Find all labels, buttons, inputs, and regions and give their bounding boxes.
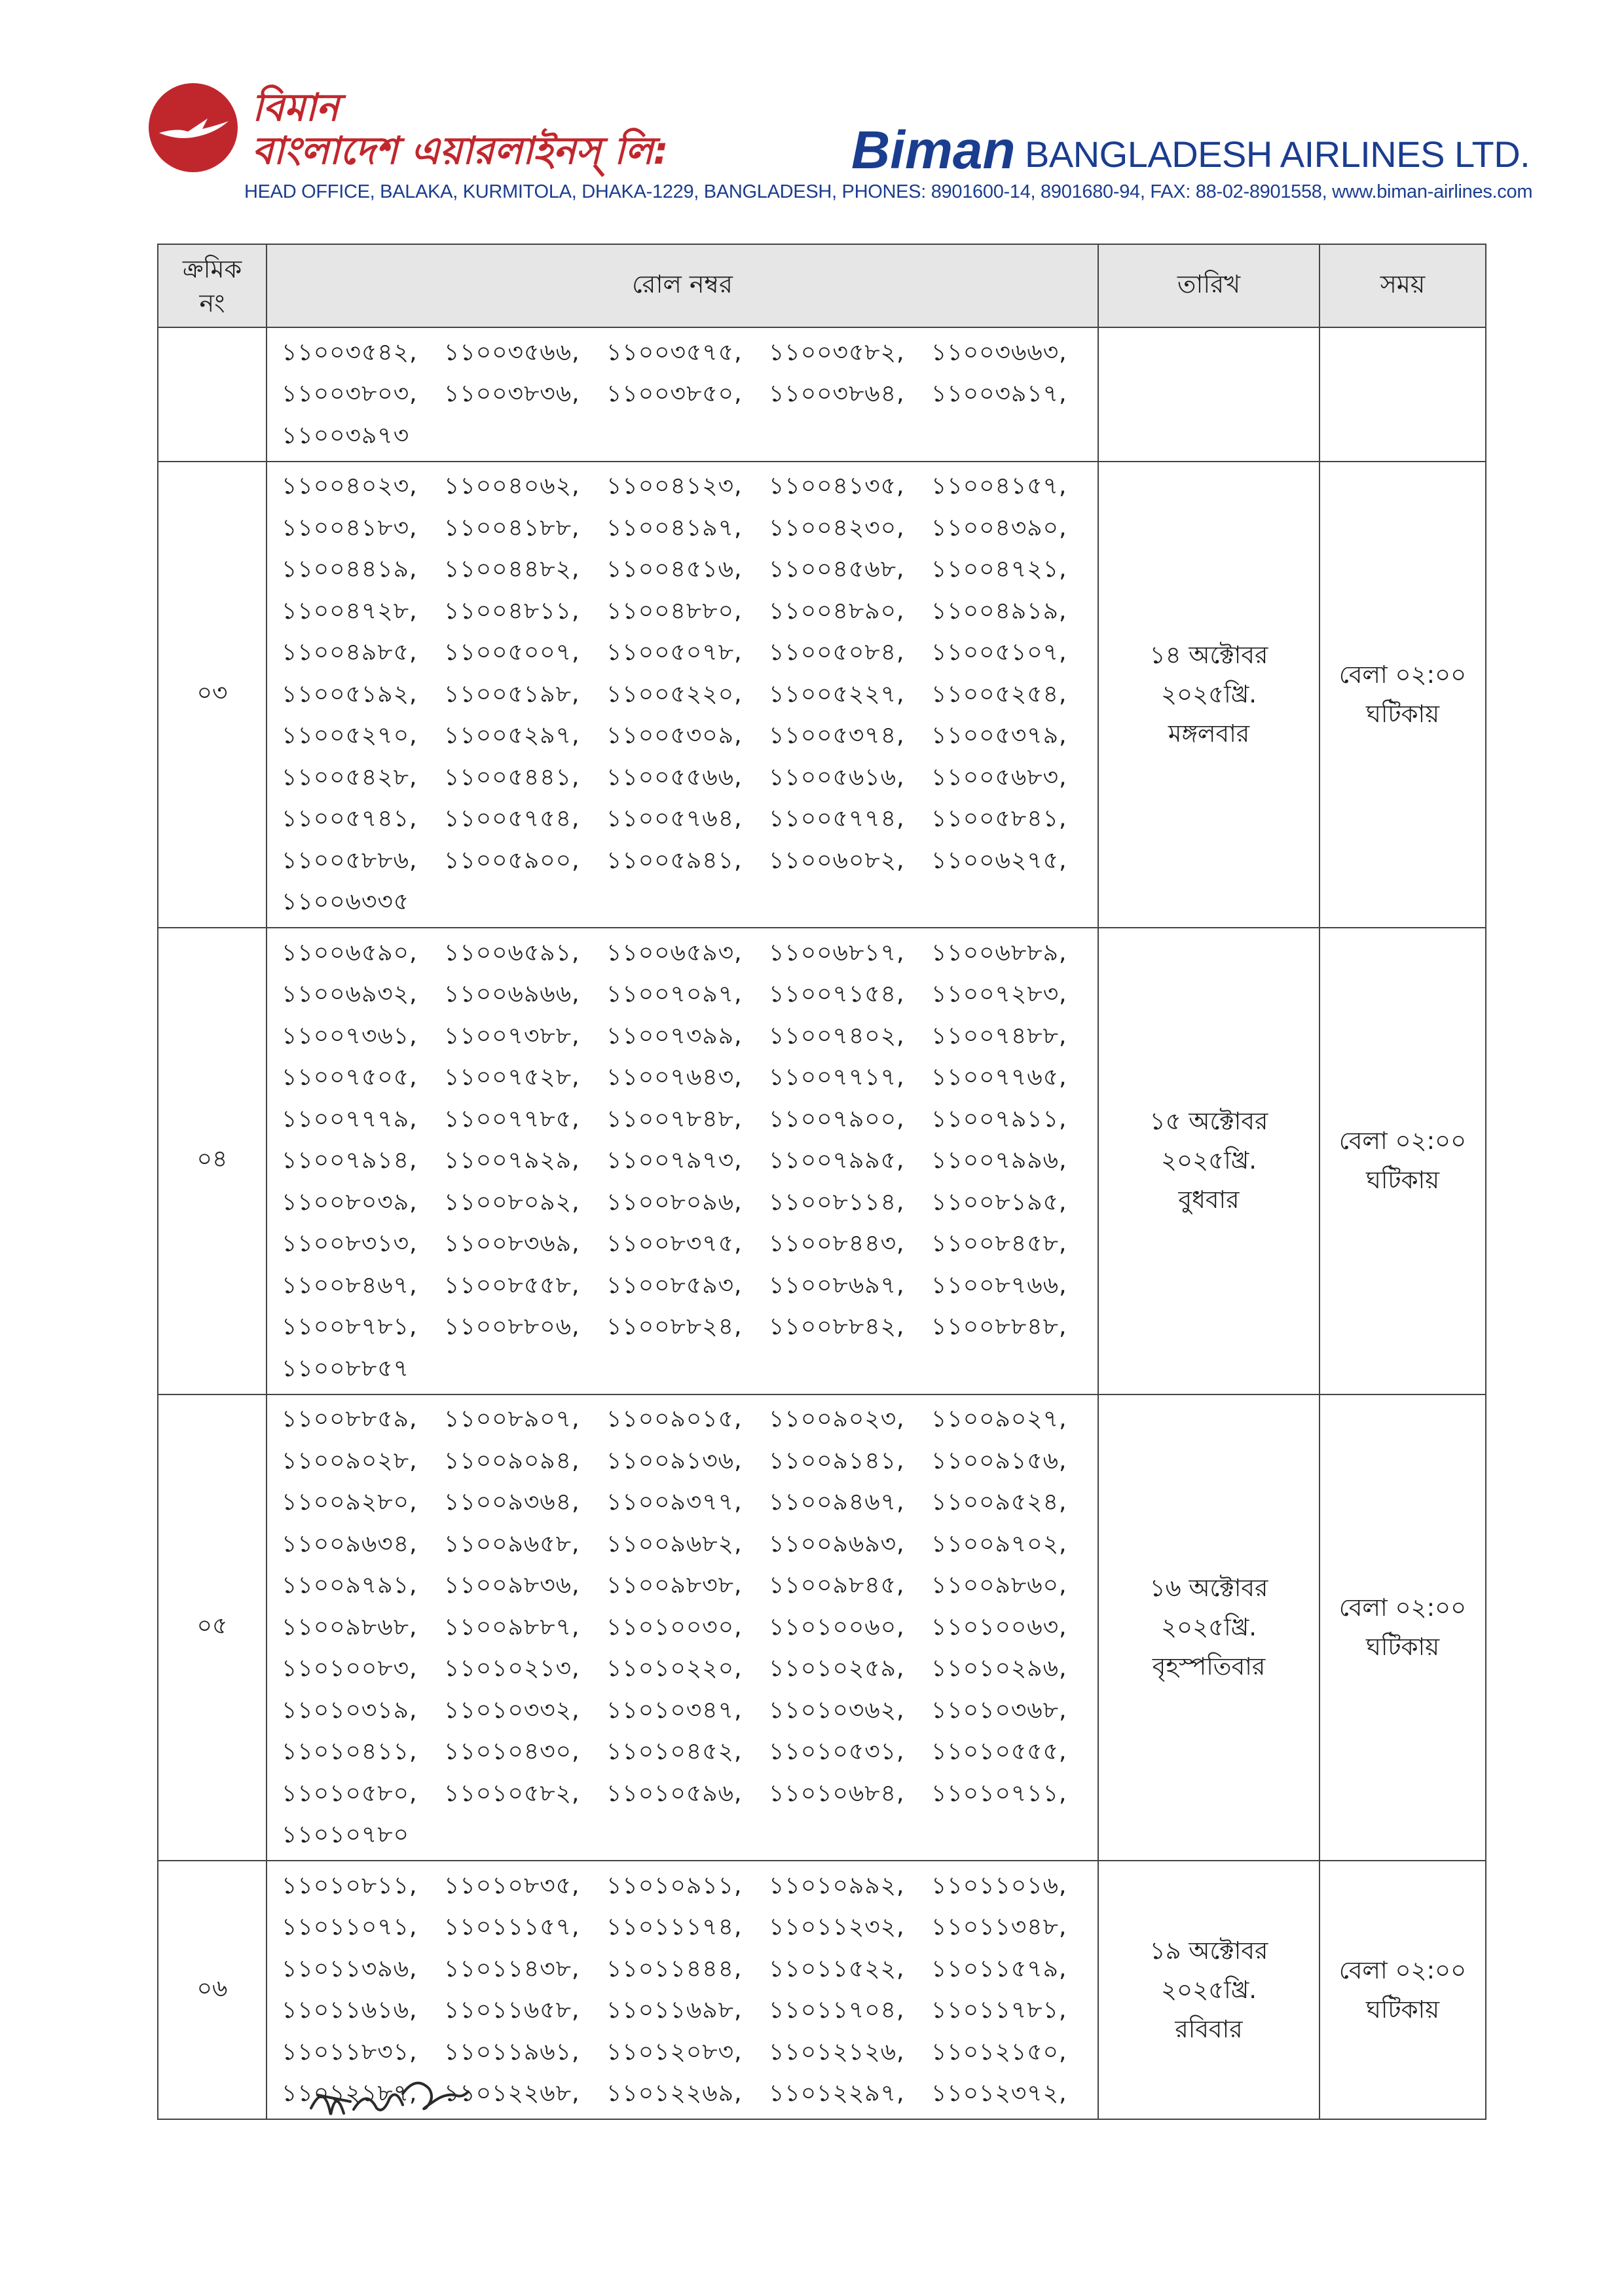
roll-number: ১১০০৫১৯৮,: [444, 680, 580, 708]
roll-number: ১১০০৫১০৭,: [931, 639, 1067, 666]
roll-number: ১১০০৮৪৪৩,: [769, 1230, 905, 1258]
roll-numbers-cell: [267, 327, 1098, 462]
roll-number: ১১০০৯৩৭৭,: [606, 1489, 743, 1516]
serial-cell: [158, 327, 267, 462]
roll-line: [282, 1691, 1094, 1733]
roll-number: ১১০১০৩১৯,: [282, 1696, 418, 1724]
table-body: [158, 327, 1486, 2119]
roll-number: ১১০০৭৯৯৫,: [769, 1147, 905, 1175]
date-cell: [1098, 1394, 1320, 1861]
brand-bangladesh-airlines: BANGLADESH AIRLINES LTD.: [1025, 134, 1530, 175]
roll-number: ১১০০৩৫৮২,: [769, 338, 905, 366]
roll-line: [282, 551, 1094, 592]
roll-number: ১১০০৯৬৩৪,: [282, 1530, 418, 1558]
roll-line: [282, 1349, 1094, 1391]
roll-line: [282, 1567, 1094, 1609]
roll-number: ১১০১১০৭১,: [282, 1914, 418, 1941]
roll-number: ১১০০৭৭৭৯,: [282, 1105, 418, 1133]
roll-number: ১১০০৯০১৫,: [606, 1406, 743, 1433]
roll-line: [282, 1400, 1094, 1442]
roll-number: ১১০১০০৩০,: [606, 1613, 743, 1641]
roll-number: ১১০০৯৭০২,: [931, 1530, 1067, 1558]
date-line: ১৪ অক্টোবর: [1149, 640, 1268, 669]
roll-number: ১১০১০৫৩১,: [769, 1738, 905, 1766]
roll-number: ১১০০৪৩৯০,: [931, 514, 1067, 541]
roll-line: [282, 717, 1094, 759]
roll-number: ১১০০৭৫০৫,: [282, 1064, 418, 1091]
roll-number: ১১০০৫২২৭,: [769, 680, 905, 708]
serial-cell: ০৫: [158, 1394, 267, 1861]
roll-number: ১১০০৭৭১৭,: [769, 1064, 905, 1091]
roll-line: [282, 1142, 1094, 1184]
roll-number: ১১০০৮০৩৯,: [282, 1188, 418, 1216]
roll-number: ১১০০৮৮৪২,: [769, 1313, 905, 1341]
roll-number: ১১০০৭৩৮৮,: [444, 1022, 580, 1049]
roll-number: ১১০০৪৮১১,: [444, 597, 580, 625]
roll-number: ১১০০৪০৬২,: [444, 473, 580, 500]
roll-number: ১১০০৯০৯৪,: [444, 1447, 580, 1474]
roll-number: ১১০১০৬৮৪,: [769, 1779, 905, 1807]
roll-number: ১১০০৮৮৫৭: [282, 1355, 410, 1382]
date-line: রবিবার: [1175, 2014, 1243, 2043]
roll-number: ১১০০৮৮২৪,: [606, 1313, 743, 1341]
roll-number: ১১০১১৬৯৮,: [606, 1997, 743, 2024]
roll-number: ১১০১০৪৩০,: [444, 1738, 580, 1766]
roll-number: ১১০০৯৪৬৭,: [769, 1489, 905, 1516]
roll-number: ১১০০৮৪৫৮,: [931, 1230, 1067, 1258]
serial-header-line2: নং: [199, 288, 225, 318]
roll-line: [282, 800, 1094, 842]
roll-number: ১১০১১৪৩৮,: [444, 1955, 580, 1982]
roll-number: ১১০১০০৬০,: [769, 1613, 905, 1641]
roll-number: ১১০১০৯৯২,: [769, 1872, 905, 1899]
roll-number: ১১০১০৪৫২,: [606, 1738, 743, 1766]
roll-number: ১১০১০৭১১,: [931, 1779, 1067, 1807]
roll-number: ১১০১০৩৩২,: [444, 1696, 580, 1724]
roll-number: ১১০১০৪১১,: [282, 1738, 418, 1766]
roll-numbers-cell: [267, 1394, 1098, 1861]
roll-line: [282, 1017, 1094, 1059]
serial-cell: ০৩: [158, 462, 267, 928]
roll-number: ১১০১০২২০,: [606, 1655, 743, 1683]
roll-number: ১১০০৯৬৯৩,: [769, 1530, 905, 1558]
time-cell: [1320, 1861, 1486, 2119]
time-cell: [1320, 1394, 1486, 1861]
roll-number: ১১০০৩৫৪২,: [282, 338, 418, 366]
roll-number: ১১০০৫০৭৮,: [606, 639, 743, 666]
roll-number: ১১০০৫০০৭,: [444, 639, 580, 666]
roll-number: ১১০১২২৬৮,: [444, 2080, 580, 2107]
roll-line: [282, 883, 1094, 925]
roll-number: ১১০০৫৩০৯,: [606, 722, 743, 750]
date-cell: [1098, 1861, 1320, 2119]
roll-number: ১১০১০৭৮০: [282, 1821, 410, 1849]
roll-number: ১১০০৪৮৯০,: [769, 597, 905, 625]
table-header-row: [158, 244, 1486, 327]
roll-number: ১১০০৪১৩৫,: [769, 473, 905, 500]
roll-number: ১১০০৯৮৬০,: [931, 1572, 1067, 1599]
roll-number: ১১০০৫২৫৪,: [931, 680, 1067, 708]
time-line: ঘটিকায়: [1365, 1166, 1439, 1195]
roll-number: ১১০০৭৫২৮,: [444, 1064, 580, 1091]
roll-number: ১১০০৫৮৪১,: [931, 805, 1067, 833]
roll-number: ১১০০৭৬৪৩,: [606, 1064, 743, 1091]
roll-number: ১১০১১৫৭৯,: [931, 1955, 1067, 1982]
roll-number: ১১০০৮১৯৫,: [931, 1188, 1067, 1216]
roll-number: ১১০০৪৯১৯,: [931, 597, 1067, 625]
roll-line: [282, 1908, 1094, 1950]
roll-number: ১১০০৫৭৪১,: [282, 805, 418, 833]
roll-number: ১১০১২১২৬,: [769, 2038, 905, 2066]
bangla-name-line1: বিমান: [252, 85, 339, 130]
roll-number: ১১০০৯৫২৪,: [931, 1489, 1067, 1516]
roll-line: [282, 675, 1094, 717]
roll-number: ১১০০৫৪৪১,: [444, 763, 580, 791]
roll-number: ১১০০৯৭৯১,: [282, 1572, 418, 1599]
roll-number: ১১০০৪১৮৩,: [282, 514, 418, 541]
roll-number: ১১০১১৩৪৮,: [931, 1914, 1067, 1941]
roll-number: ১১০০৪১৮৮,: [444, 514, 580, 541]
roll-number: ১১০১১৪৪৪,: [606, 1955, 743, 1982]
serial-cell: ০৪: [158, 928, 267, 1394]
roll-number: ১১০১১৭৮১,: [931, 1997, 1067, 2024]
roll-number: ১১০০৬৯৩২,: [282, 981, 418, 1008]
roll-number: ১১০০৫৮৮৬,: [282, 847, 418, 874]
roll-number: ১১০১০৩৬৮,: [931, 1696, 1067, 1724]
letterhead: [147, 82, 1533, 213]
roll-line: [282, 375, 1094, 417]
date-line: ১৬ অক্টোবর: [1149, 1573, 1268, 1602]
roll-number: ১১০০৮৩১৩,: [282, 1230, 418, 1258]
roll-number: ১১০০৭৯২৯,: [444, 1147, 580, 1175]
roll-number: ১১০০৩৮৫০,: [606, 380, 743, 408]
signature: [304, 2062, 475, 2134]
roll-number: ১১০১১৫২২,: [769, 1955, 905, 1982]
date-cell: [1098, 462, 1320, 928]
date-header: তারিখ: [1098, 244, 1320, 327]
roll-number: ১১০১০৫৮০,: [282, 1779, 418, 1807]
time-line: বেলা ০২:০০: [1338, 1127, 1467, 1156]
roll-number: ১১০০৮৫৯৩,: [606, 1271, 743, 1299]
roll-number: ১১০০৫২৯৭,: [444, 722, 580, 750]
table-row: [158, 462, 1486, 928]
roll-number: ১১০০৪৮৮০,: [606, 597, 743, 625]
roll-number: ১১০০৫৪২৮,: [282, 763, 418, 791]
roll-number: ১১০০৭৪৮৮,: [931, 1022, 1067, 1049]
date-line: ১৫ অক্টোবর: [1149, 1107, 1268, 1136]
roll-number: ১১০০৯০২৩,: [769, 1406, 905, 1433]
roll-number: ১১০০৯০২৮,: [282, 1447, 418, 1474]
roll-number: ১১০০৭৯৯৬,: [931, 1147, 1067, 1175]
roll-number: ১১০১০৫৮২,: [444, 1779, 580, 1807]
roll-number: ১১০০৯২৮০,: [282, 1489, 418, 1516]
roll-number: ১১০০৫৭৫৪,: [444, 805, 580, 833]
roll-number: ১১০১১০১৬,: [931, 1872, 1067, 1899]
roll-number: ১১০০৯১৩৬,: [606, 1447, 743, 1474]
roll-line: [282, 1484, 1094, 1525]
roll-number: ১১০০৩৮০৩,: [282, 380, 418, 408]
roll-line: [282, 1442, 1094, 1484]
roll-number: ১১০১০৩৬২,: [769, 1696, 905, 1724]
date-line: বৃহস্পতিবার: [1152, 1652, 1266, 1681]
roll-number: ১১০১১৮৩১,: [282, 2038, 418, 2066]
date-line: ২০২৫খ্রি.: [1160, 680, 1257, 708]
roll-number: ১১০১২১৫০,: [931, 2038, 1067, 2066]
roll-number: ১১০০৫৯৪১,: [606, 847, 743, 874]
roll-number: ১১০০৬৮১৭,: [769, 939, 905, 966]
roll-number: ১১০০৮১১৪,: [769, 1188, 905, 1216]
roll-number: ১১০০৪৭২৮,: [282, 597, 418, 625]
roll-number: ১১০০৬২৭৫,: [931, 847, 1067, 874]
roll-number: ১১০০৯৮৬৮,: [282, 1613, 418, 1641]
roll-number: ১১০০৭৩৬১,: [282, 1022, 418, 1049]
roll-number: ১১০১০৮১১,: [282, 1872, 418, 1899]
roll-schedule-table: [157, 244, 1486, 2120]
roll-number: ১১০১০৩৪৭,: [606, 1696, 743, 1724]
roll-line: [282, 1525, 1094, 1567]
roll-number: ১১০০৮৬৯৭,: [769, 1271, 905, 1299]
roll-number: ১১০০৮৩৬৯,: [444, 1230, 580, 1258]
roll-number: ১১০০৮৮৫৯,: [282, 1406, 418, 1433]
roll-number: ১১০০৪০২৩,: [282, 473, 418, 500]
roll-number: ১১০০৭৮৪৮,: [606, 1105, 743, 1133]
roll-number: ১১০০৮৭৬৬,: [931, 1271, 1067, 1299]
roll-number: ১১০০৪৪৮২,: [444, 556, 580, 583]
roll-number: ১১০০৬৮৮৯,: [931, 939, 1067, 966]
roll-number: ১১০০৮০৯২,: [444, 1188, 580, 1216]
date-line: ১৯ অক্টোবর: [1149, 1936, 1268, 1965]
serial-cell: ০৬: [158, 1861, 267, 2119]
roll-line: [282, 1950, 1094, 1992]
date-line: ২০২৫খ্রি.: [1160, 1613, 1257, 1641]
roll-number: ১১০১০২১৩,: [444, 1655, 580, 1683]
roll-number: ১১০০৮৮০৬,: [444, 1313, 580, 1341]
roll-number: ১১০০৪৫৬৮,: [769, 556, 905, 583]
roll-number: ১১০০৬৫৯০,: [282, 939, 418, 966]
roll-number: ১১০০৮৪৬৭,: [282, 1271, 418, 1299]
roll-line: [282, 1992, 1094, 2033]
roll-number: ১১০০৪১২৩,: [606, 473, 743, 500]
roll-number: ১১০০৭০৯৭,: [606, 981, 743, 1008]
roll-line: [282, 1650, 1094, 1692]
roll-number: ১১০০৯৬৮২,: [606, 1530, 743, 1558]
roll-line: [282, 934, 1094, 975]
roll-line: [282, 758, 1094, 800]
roll-number: ১১০০৫২৭০,: [282, 722, 418, 750]
roll-number: ১১০১১৭০৪,: [769, 1997, 905, 2024]
roll-number: ১১০১০০৮৩,: [282, 1655, 418, 1683]
roll-number: ১১০০৯৮৩৮,: [606, 1572, 743, 1599]
roll-number: ১১০০৪৭২১,: [931, 556, 1067, 583]
roll-number: ১১০০৭৯১৪,: [282, 1147, 418, 1175]
roll-number: ১১০১০০৬৩,: [931, 1613, 1067, 1641]
bangla-name-line2: বাংলাদেশ এয়ারলাইনস্ লি:: [252, 128, 669, 173]
roll-number: ১১০১২১৮৭,: [282, 2080, 418, 2107]
time-cell: [1320, 327, 1486, 462]
time-cell: [1320, 462, 1486, 928]
roll-line: [282, 1183, 1094, 1225]
date-line: মঙ্গলবার: [1168, 719, 1250, 748]
roll-number: ১১০০৯১৪১,: [769, 1447, 905, 1474]
roll-number: ১১০০৭৯০০,: [769, 1105, 905, 1133]
roll-number: ১১০০৮৯০৭,: [444, 1406, 580, 1433]
roll-number: ১১০০৪১৫৭,: [931, 473, 1067, 500]
roll-numbers-cell: [267, 462, 1098, 928]
roll-number: ১১০০৫৯০০,: [444, 847, 580, 874]
time-header: সময়: [1320, 244, 1486, 327]
roll-number: ১১০০৫৭৭৪,: [769, 805, 905, 833]
roll-line: [282, 1059, 1094, 1101]
roll-number: ১১০০৫২২০,: [606, 680, 743, 708]
roll-number: ১১০১০৫৫৫,: [931, 1738, 1067, 1766]
bangla-company-name: [252, 87, 669, 173]
time-line: বেলা ০২:০০: [1338, 1593, 1467, 1622]
time-line: বেলা ০২:০০: [1338, 1956, 1467, 1984]
roll-number: ১১০০৬৫৯৩,: [606, 939, 743, 966]
roll-number: ১১০০৩৫৭৫,: [606, 338, 743, 366]
roll-number: ১১০০৫৬১৬,: [769, 763, 905, 791]
roll-line: [282, 1867, 1094, 1908]
roll-number: ১১০০৫১৯২,: [282, 680, 418, 708]
time-line: বেলা ০২:০০: [1338, 660, 1467, 689]
roll-number: ১১০০৪২৩০,: [769, 514, 905, 541]
roll-number: ১১০০৬৫৯১,: [444, 939, 580, 966]
table-row: [158, 928, 1486, 1394]
roll-number: ১১০১০৯১১,: [606, 1872, 743, 1899]
roll-number: ১১০০৭৭৮৫,: [444, 1105, 580, 1133]
roll-number: ১১০০৮৮৪৮,: [931, 1313, 1067, 1341]
date-cell: [1098, 928, 1320, 1394]
roll-number: ১১০০৭১৫৪,: [769, 981, 905, 1008]
roll-header: রোল নম্বর: [267, 244, 1098, 327]
roll-line: [282, 1266, 1094, 1308]
roll-number: ১১০০৪৯৮৫,: [282, 639, 418, 666]
roll-line: [282, 1774, 1094, 1816]
roll-line: [282, 592, 1094, 634]
roll-number: ১১০১১৬৫৮,: [444, 1997, 580, 2024]
date-line: বুধবার: [1178, 1186, 1240, 1214]
roll-number: ১১০০৩৬৬৩,: [931, 338, 1067, 366]
roll-number: ১১০০৫৬৮৩,: [931, 763, 1067, 791]
roll-number: ১১০০৮৩৭৫,: [606, 1230, 743, 1258]
date-line: ২০২৫খ্রি.: [1160, 1146, 1257, 1175]
table-row: [158, 1394, 1486, 1861]
roll-line: [282, 333, 1094, 375]
roll-number: ১১০০৫৭৬৪,: [606, 805, 743, 833]
date-cell: [1098, 327, 1320, 462]
roll-number: ১১০০৯৮৮৭,: [444, 1613, 580, 1641]
roll-number: ১১০০৫৩৭৪,: [769, 722, 905, 750]
roll-line: [282, 1100, 1094, 1142]
roll-number: ১১০০৭৩৯৯,: [606, 1022, 743, 1049]
roll-number: ১১০১০৮৩৫,: [444, 1872, 580, 1899]
roll-number: ১১০০৫০৮৪,: [769, 639, 905, 666]
roll-line: [282, 416, 1094, 458]
roll-number: ১১০০৩৯৭৩: [282, 422, 410, 449]
roll-line: [282, 1608, 1094, 1650]
roll-number: ১১০০৩৮৬৪,: [769, 380, 905, 408]
roll-number: ১১০০৭৪০২,: [769, 1022, 905, 1049]
roll-number: ১১০০৬৯৬৬,: [444, 981, 580, 1008]
roll-number: ১১০০৫৫৬৬,: [606, 763, 743, 791]
roll-number: ১১০০৪১৯৭,: [606, 514, 743, 541]
roll-number: ১১০০৭৯৭৩,: [606, 1147, 743, 1175]
roll-number: ১১০০৪৫১৬,: [606, 556, 743, 583]
roll-number: ১১০০৯০২৭,: [931, 1406, 1067, 1433]
roll-number: ১১০০৩৫৬৬,: [444, 338, 580, 366]
roll-number: ১১০১০৫৯৬,: [606, 1779, 743, 1807]
roll-number: ১১০০৯৮৩৬,: [444, 1572, 580, 1599]
roll-number: ১১০১২২৯৭,: [769, 2080, 905, 2107]
roll-number: ১১০১১২৩২,: [769, 1914, 905, 1941]
roll-line: [282, 841, 1094, 883]
roll-number: ১১০০৬৩৩৫: [282, 888, 410, 916]
time-cell: [1320, 928, 1486, 1394]
roll-numbers-cell: [267, 928, 1098, 1394]
date-line: ২০২৫খ্রি.: [1160, 1975, 1257, 2004]
table-row: [158, 327, 1486, 462]
roll-number: ১১০১১১৫৭,: [444, 1914, 580, 1941]
serial-header: [158, 244, 267, 327]
roll-number: ১১০০৬০৮২,: [769, 847, 905, 874]
roll-line: [282, 1308, 1094, 1350]
roll-number: ১১০০৭৯১১,: [931, 1105, 1067, 1133]
roll-line: [282, 509, 1094, 551]
roll-number: ১১০১২০৮৩,: [606, 2038, 743, 2066]
roll-number: ১১০০৯৮৪৫,: [769, 1572, 905, 1599]
roll-number: ১১০০৮৭৮১,: [282, 1313, 418, 1341]
roll-line: [282, 634, 1094, 676]
head-office-address: HEAD OFFICE, BALAKA, KURMITOLA, DHAKA-1229, BANGLADESH, PHONES: 8901600-14, 8901680-94, FAX: 88-02-8901558, www.biman-airlines.com: [244, 181, 1533, 202]
time-line: ঘটিকায়: [1365, 1995, 1439, 2024]
roll-line: [282, 975, 1094, 1017]
roll-number: ১১০০৭৭৬৫,: [931, 1064, 1067, 1091]
roll-number: ১১০০৫৩৭৯,: [931, 722, 1067, 750]
roll-number: ১১০১২২৬৯,: [606, 2080, 743, 2107]
roll-line: [282, 1733, 1094, 1775]
roll-number: ১১০০৯৬৫৮,: [444, 1530, 580, 1558]
time-line: ঘটিকায়: [1365, 1632, 1439, 1661]
roll-line: [282, 1816, 1094, 1858]
roll-number: ১১০১১৩৯৬,: [282, 1955, 418, 1982]
roll-number: ১১০০৩৯১৭,: [931, 380, 1067, 408]
serial-header-line1: ক্রমিক: [182, 254, 242, 283]
roll-line: [282, 1225, 1094, 1267]
roll-number: ১১০১১১৭৪,: [606, 1914, 743, 1941]
roll-number: ১১০০৩৮৩৬,: [444, 380, 580, 408]
roll-number: ১১০০৯১৫৬,: [931, 1447, 1067, 1474]
brand-biman: Biman: [851, 120, 1016, 180]
roll-number: ১১০০৪৪১৯,: [282, 556, 418, 583]
roll-number: ১১০১২৩৭২,: [931, 2080, 1067, 2107]
roll-number: ১১০০৯৩৬৪,: [444, 1489, 580, 1516]
roll-number: ১১০১১৬১৬,: [282, 1997, 418, 2024]
roll-number: ১১০০৮৫৫৮,: [444, 1271, 580, 1299]
roll-number: ১১০০৮০৯৬,: [606, 1188, 743, 1216]
roll-number: ১১০০৭২৮৩,: [931, 981, 1067, 1008]
roll-number: ১১০১১৯৬১,: [444, 2038, 580, 2066]
roll-line: [282, 467, 1094, 509]
roll-number: ১১০১০২৯৬,: [931, 1655, 1067, 1683]
roll-number: ১১০১০২৫৯,: [769, 1655, 905, 1683]
time-line: ঘটিকায়: [1365, 699, 1439, 728]
biman-logo-icon: [147, 82, 239, 173]
